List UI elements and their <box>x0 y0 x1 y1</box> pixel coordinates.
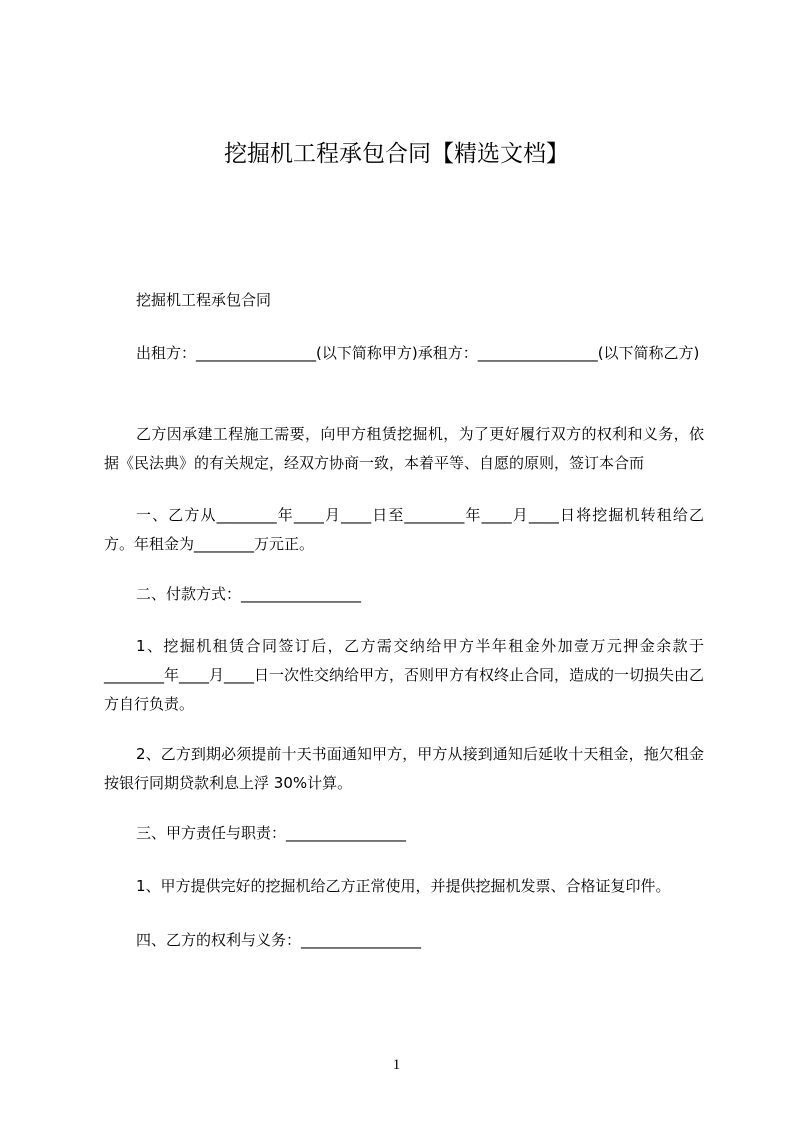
paragraph-preamble: 乙方因承建工程施工需要，向甲方租赁挖掘机，为了更好履行双方的权利和义务，依据《民法典》的有关规定，经双方协商一致，本着平等、自愿的原则，签订本合而 <box>104 425 704 472</box>
paragraph-clause-3-item-1: 1、甲方提供完好的挖掘机给乙方正常使用，并提供挖掘机发票、合格证复印件。 <box>136 877 671 895</box>
paragraph-clause-2-item-2: 2、乙方到期必须提前十天书面通知甲方，甲方从接到通知后延收十天租金，拖欠租金按银行同期贷款利息上浮 30%计算。 <box>104 745 704 792</box>
paragraph-clause-2-item-1: 1、挖掘机租赁合同签订后，乙方需交纳给甲方半年租金外加壹万元押金余款于________年____月____日一次性交纳给甲方，否则甲方有权终止合同，造成的一切损失由乙方自行负责。 <box>104 637 705 713</box>
paragraph-parties: 出租方：________________(以下简称甲方)承租方：________________(以下简称乙方) <box>136 344 700 362</box>
paragraph-clause-4-heading: 四、乙方的权利与义务：________________ <box>136 931 422 949</box>
paragraph-clause-1: 一、乙方从________年____月____日至________年____月____日将挖掘机转租给乙方。年租金为________万元正。 <box>104 506 704 553</box>
document-title: 挖掘机工程承包合同【精选文档】 <box>224 141 569 167</box>
page-number: 1 <box>392 1057 401 1073</box>
paragraph-clause-2-heading: 二、付款方式：________________ <box>136 585 362 603</box>
contract-subtitle: 挖掘机工程承包合同 <box>136 291 272 309</box>
paragraph-clause-3-heading: 三、甲方责任与职责：________________ <box>136 824 407 842</box>
